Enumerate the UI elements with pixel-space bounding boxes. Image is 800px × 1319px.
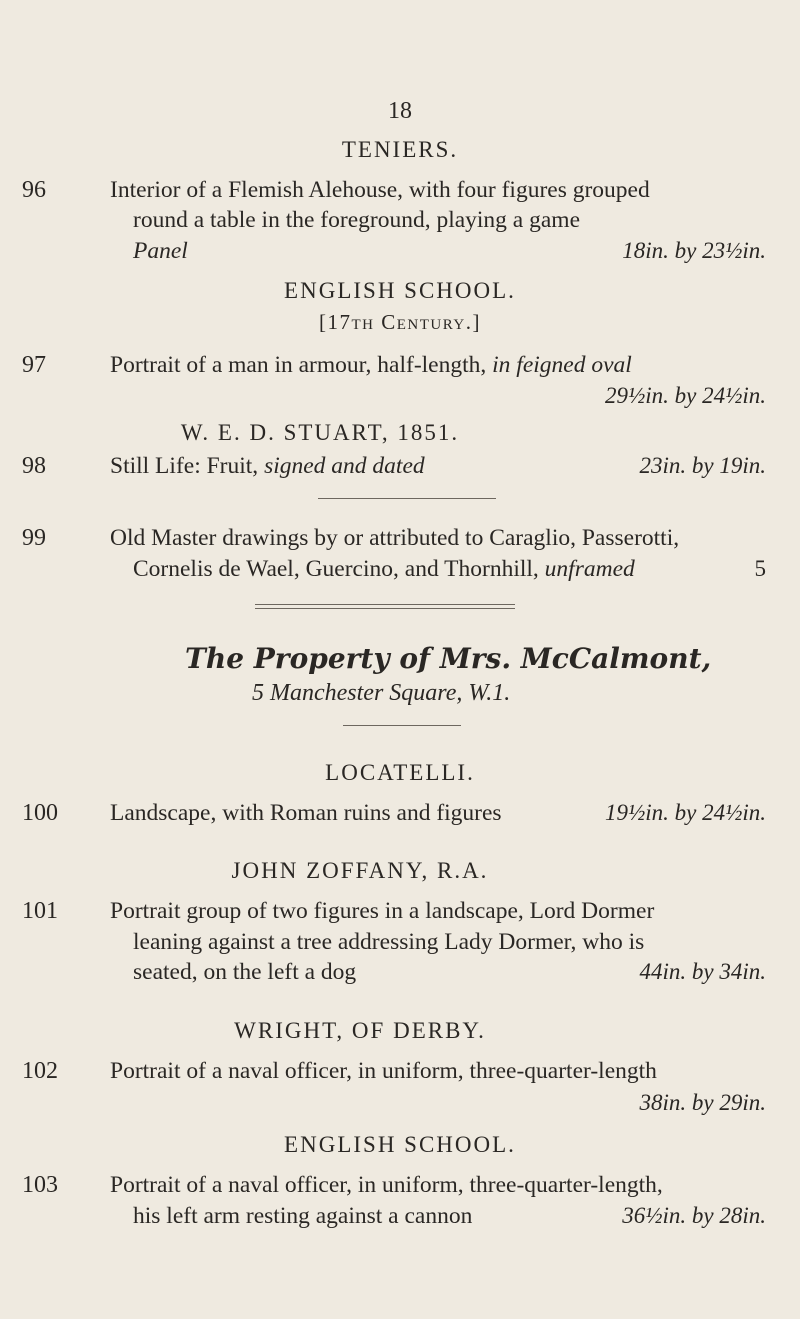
lot-97-text-plain: Portrait of a man in armour, half-length, xyxy=(110,352,493,378)
lot-102-text-1: Portrait of a naval officer, in uniform, three-quarter-length xyxy=(110,1058,657,1084)
lot-99-text-plain: Cornelis de Wael, Guercino, and Thornhill, xyxy=(133,556,545,582)
lot-97-text-italic: in feigned oval xyxy=(492,352,632,378)
lot-101-text-3: seated, on the left a dog xyxy=(133,959,357,985)
lot-103-dimensions: 36½in. by 28in. xyxy=(622,1203,766,1228)
lot-100-text-1: Landscape, with Roman ruins and figures xyxy=(110,800,502,826)
artist-heading-zoffany: JOHN ZOFFANY, R.A. xyxy=(231,858,489,883)
lot-number-103: 103 xyxy=(22,1172,58,1198)
school-heading-english-2: ENGLISH SCHOOL. xyxy=(284,1132,516,1157)
lot-number-96: 96 xyxy=(22,177,46,203)
page-number: 18 xyxy=(388,98,412,124)
lot-number-99: 99 xyxy=(22,525,46,551)
property-owner-title: The Property of Mrs. McCalmont, xyxy=(185,642,712,675)
lot-98-dimensions: 23in. by 19in. xyxy=(639,453,766,478)
lot-103-text-2: his left arm resting against a cannon xyxy=(133,1203,473,1229)
lot-101-text-2: leaning against a tree addressing Lady Dormer, who is xyxy=(133,929,645,955)
lot-101-text-1: Portrait group of two figures in a landscape, Lord Dormer xyxy=(110,898,655,924)
lot-number-101: 101 xyxy=(22,898,58,924)
artist-heading-teniers: TENIERS. xyxy=(341,137,459,162)
lot-103-text-1: Portrait of a naval officer, in uniform, three-quarter-length, xyxy=(110,1172,663,1198)
lot-97-dimensions: 29½in. by 24½in. xyxy=(605,383,766,408)
lot-number-98: 98 xyxy=(22,453,46,479)
lot-101-dimensions: 44in. by 34in. xyxy=(639,959,766,984)
artist-heading-wright: WRIGHT, OF DERBY. xyxy=(234,1018,486,1043)
lot-99-text-1: Old Master drawings by or attributed to Caraglio, Passerotti, xyxy=(110,525,680,551)
artist-heading-locatelli: LOCATELLI. xyxy=(325,760,475,785)
lot-96-dimensions: 18in. by 23½in. xyxy=(622,238,766,263)
lot-number-100: 100 xyxy=(22,800,58,826)
lot-97-text-1 xyxy=(110,352,632,379)
lot-98-text-1 xyxy=(110,453,425,480)
lot-100-dimensions: 19½in. by 24½in. xyxy=(605,800,766,825)
property-owner-address: 5 Manchester Square, W.1. xyxy=(252,680,511,706)
lot-number-97: 97 xyxy=(22,352,46,378)
lot-number-102: 102 xyxy=(22,1058,58,1084)
lot-96-medium: Panel xyxy=(133,238,188,264)
lot-99-text-italic: unframed xyxy=(544,556,635,582)
school-heading-english-1: ENGLISH SCHOOL. xyxy=(284,278,516,303)
lot-99-count: 5 xyxy=(754,556,766,581)
section-divider-1 xyxy=(318,498,496,499)
lot-96-text-2: round a table in the foreground, playing a game xyxy=(133,207,581,233)
lot-98-text-plain: Still Life: Fruit, xyxy=(110,453,265,479)
lot-99-text-2 xyxy=(133,556,635,583)
section-divider-2a xyxy=(255,604,515,605)
artist-heading-stuart: W. E. D. STUART, 1851. xyxy=(180,420,460,445)
school-subheading-century: [17th Century.] xyxy=(319,310,481,334)
lot-102-dimensions: 38in. by 29in. xyxy=(639,1090,766,1115)
section-divider-2b xyxy=(255,608,515,609)
lot-96-text-1: Interior of a Flemish Alehouse, with four figures grouped xyxy=(110,177,650,203)
section-divider-3 xyxy=(343,725,461,726)
lot-98-text-italic: signed and dated xyxy=(264,453,425,479)
